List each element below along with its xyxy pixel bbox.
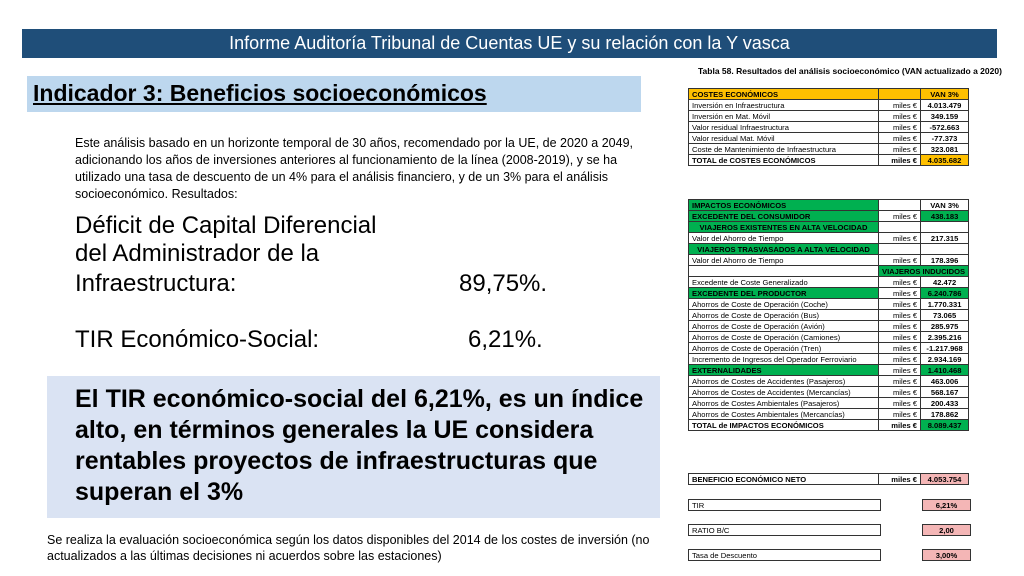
- table-row: [689, 277, 969, 288]
- row-label: Valor del Ahorro de Tiempo: [689, 255, 879, 266]
- table-row: [689, 100, 969, 111]
- externalidades-label: EXTERNALIDADES: [689, 365, 879, 376]
- row-label: Ahorros de Costes de Accidentes (Pasajeros): [689, 376, 879, 387]
- row-unit: miles €: [879, 398, 921, 409]
- tasa-row: [689, 550, 971, 561]
- table-row: [689, 111, 969, 122]
- table-row: [689, 376, 969, 387]
- row-unit: miles €: [879, 100, 921, 111]
- row-value: 178.396: [921, 255, 969, 266]
- ratio-value: 2,00: [923, 525, 971, 536]
- impacts-table: [688, 199, 969, 431]
- table-row: [689, 332, 969, 343]
- table-row: [689, 122, 969, 133]
- deficit-label-line1: Déficit de Capital Diferencial: [75, 212, 377, 239]
- row-label: Coste de Mantenimiento de Infraestructura: [689, 144, 879, 155]
- subheader-viajeros-existentes: VIAJEROS EXISTENTES EN ALTA VELOCIDAD: [689, 222, 879, 233]
- costs-header: COSTES ECONÓMICOS: [689, 89, 879, 100]
- impacts-total-label: TOTAL de IMPACTOS ECONÓMICOS: [689, 420, 879, 431]
- ratio-label: RATIO B/C: [689, 525, 881, 536]
- blank-cell: [881, 550, 923, 561]
- row-label: Valor residual Mat. Móvil: [689, 133, 879, 144]
- externalidades-unit: miles €: [879, 365, 921, 376]
- tir-value: 6,21%.: [468, 326, 543, 353]
- header-banner: Informe Auditoría Tribunal de Cuentas UE y su relación con la Y vasca: [22, 29, 997, 58]
- row-value: -1.217.968: [921, 343, 969, 354]
- excedente-productor-value: 6.240.786: [921, 288, 969, 299]
- excedente-consumidor-value: 438.183: [921, 211, 969, 222]
- row-label: Excedente de Coste Generalizado: [689, 277, 879, 288]
- tasa-label: Tasa de Descuento: [689, 550, 881, 561]
- impacts-header-col: VAN 3%: [921, 200, 969, 211]
- row-unit: miles €: [879, 310, 921, 321]
- blank-cell: [879, 222, 921, 233]
- table-row: [689, 255, 969, 266]
- costs-table: [688, 88, 969, 166]
- subheader-row: [689, 244, 969, 255]
- row-unit: miles €: [879, 409, 921, 420]
- table-row: [689, 321, 969, 332]
- impacts-header-row: [689, 200, 969, 211]
- costs-header-row: [689, 89, 969, 100]
- excedente-productor-row: [689, 288, 969, 299]
- tir-table: [688, 499, 971, 511]
- row-label: Ahorros de Costes de Accidentes (Mercancías): [689, 387, 879, 398]
- row-unit: miles €: [879, 321, 921, 332]
- row-unit: miles €: [879, 343, 921, 354]
- subheader-row: [689, 266, 969, 277]
- row-label: Ahorros de Coste de Operación (Tren): [689, 343, 879, 354]
- intro-paragraph: Este análisis basado en un horizonte temporal de 30 años, recomendado por la UE, de 2020 a 2049, adicionando los años de inversiones anteriores al funcionamiento de la línea (2008-2019), y se ha utilizado una tasa de descuento de un 4% para el análisis financiero, y de un 3% para el análisis socioeconómico. Resultados:: [75, 136, 634, 201]
- row-value: 2.934.169: [921, 354, 969, 365]
- excedente-productor-label: EXCEDENTE DEL PRODUCTOR: [689, 288, 879, 299]
- row-value: -572.663: [921, 122, 969, 133]
- footnote: Se realiza la evaluación socioeconómica según los datos disponibles del 2014 de los costes de inversión (no actualizados a las últimas decisiones ni acuerdos sobre las estaciones): [47, 533, 650, 563]
- subheader-viajeros-trasvasados: VIAJEROS TRASVASADOS A ALTA VELOCIDAD: [689, 244, 879, 255]
- subheader-viajeros-inducidos: VIAJEROS INDUCIDOS: [879, 266, 969, 277]
- row-unit: miles €: [879, 387, 921, 398]
- excedente-consumidor-row: [689, 211, 969, 222]
- row-unit: miles €: [879, 122, 921, 133]
- deficit-label-line2: del Administrador de la: [75, 240, 320, 267]
- table-row: [689, 144, 969, 155]
- row-value: 2.395.216: [921, 332, 969, 343]
- impacts-header-blank: [879, 200, 921, 211]
- table-row: [689, 354, 969, 365]
- row-unit: miles €: [879, 299, 921, 310]
- row-label: Inversión en Infraestructura: [689, 100, 879, 111]
- tir-table-label: TIR: [689, 500, 881, 511]
- table-row: [689, 387, 969, 398]
- ratio-table: [688, 524, 971, 536]
- row-unit: miles €: [879, 111, 921, 122]
- deficit-label-line3: Infraestructura:: [75, 270, 237, 297]
- costs-total-value: 4.035.682: [921, 155, 969, 166]
- row-unit: miles €: [879, 277, 921, 288]
- beneficio-value: 4.053.754: [921, 474, 969, 485]
- row-value: 349.159: [921, 111, 969, 122]
- table-row: [689, 343, 969, 354]
- row-label: Incremento de Ingresos del Operador Ferroviario: [689, 354, 879, 365]
- impacts-header: IMPACTOS ECONÓMICOS: [689, 200, 879, 211]
- row-unit: miles €: [879, 354, 921, 365]
- row-value: 4.013.479: [921, 100, 969, 111]
- table-row: [689, 398, 969, 409]
- row-value: 568.167: [921, 387, 969, 398]
- impacts-total-row: [689, 420, 969, 431]
- row-value: 42.472: [921, 277, 969, 288]
- blank-cell: [921, 244, 969, 255]
- row-value: 73.065: [921, 310, 969, 321]
- row-label: Ahorros de Costes Ambientales (Pasajeros): [689, 398, 879, 409]
- row-value: 178.862: [921, 409, 969, 420]
- table-row: [689, 299, 969, 310]
- row-value: 200.433: [921, 398, 969, 409]
- tir-table-value: 6,21%: [923, 500, 971, 511]
- costs-total-row: [689, 155, 969, 166]
- beneficio-row: [689, 474, 969, 485]
- row-unit: miles €: [879, 255, 921, 266]
- callout-box: [47, 376, 660, 518]
- row-value: 285.975: [921, 321, 969, 332]
- row-label: Ahorros de Coste de Operación (Avión): [689, 321, 879, 332]
- ratio-row: [689, 525, 971, 536]
- blank-cell: [881, 525, 923, 536]
- costs-total-unit: miles €: [879, 155, 921, 166]
- row-label: Ahorros de Costes Ambientales (Mercancías): [689, 409, 879, 420]
- subheader-row: [689, 222, 969, 233]
- tir-label: TIR Económico-Social:: [75, 326, 320, 353]
- row-label: Valor residual Infraestructura: [689, 122, 879, 133]
- row-value: 323.081: [921, 144, 969, 155]
- row-label: Ahorros de Coste de Operación (Coche): [689, 299, 879, 310]
- row-unit: miles €: [879, 332, 921, 343]
- row-label: Inversión en Mat. Móvil: [689, 111, 879, 122]
- row-unit: miles €: [879, 144, 921, 155]
- row-unit: miles €: [879, 376, 921, 387]
- deficit-value: 89,75%.: [459, 270, 548, 297]
- costs-header-blank: [879, 89, 921, 100]
- impacts-total-unit: miles €: [879, 420, 921, 431]
- beneficio-table: [688, 473, 969, 485]
- costs-total-label: TOTAL de COSTES ECONÓMICOS: [689, 155, 879, 166]
- excedente-consumidor-unit: miles €: [879, 211, 921, 222]
- table-row: [689, 233, 969, 244]
- row-label: Ahorros de Coste de Operación (Camiones): [689, 332, 879, 343]
- row-label: Valor del Ahorro de Tiempo: [689, 233, 879, 244]
- beneficio-unit: miles €: [879, 474, 921, 485]
- externalidades-row: [689, 365, 969, 376]
- table-row: [689, 409, 969, 420]
- table-row: [689, 310, 969, 321]
- indicator-title: Indicador 3: Beneficios socioeconómicos: [33, 80, 487, 106]
- blank-cell: [921, 222, 969, 233]
- indicator-title-box: [27, 76, 641, 112]
- blank-cell: [881, 500, 923, 511]
- beneficio-label: BENEFICIO ECONÓMICO NETO: [689, 474, 879, 485]
- excedente-consumidor-label: EXCEDENTE DEL CONSUMIDOR: [689, 211, 879, 222]
- externalidades-value: 1.410.468: [921, 365, 969, 376]
- row-unit: miles €: [879, 233, 921, 244]
- excedente-productor-unit: miles €: [879, 288, 921, 299]
- row-label: Ahorros de Coste de Operación (Bus): [689, 310, 879, 321]
- row-value: -77.373: [921, 133, 969, 144]
- table-caption: Tabla 58. Resultados del análisis socioeconómico (VAN actualizado a 2020): [698, 66, 1002, 76]
- tasa-table: [688, 549, 971, 561]
- row-unit: miles €: [879, 133, 921, 144]
- blank-cell: [689, 266, 879, 277]
- table-row: [689, 133, 969, 144]
- blank-cell: [879, 244, 921, 255]
- tir-row: [689, 500, 971, 511]
- row-value: 217.315: [921, 233, 969, 244]
- row-value: 1.770.331: [921, 299, 969, 310]
- callout-text: El TIR económico-social del 6,21%, es un índice alto, en términos generales la UE considera rentables proyectos de infraestructuras que superan el 3%: [75, 385, 644, 506]
- row-value: 463.006: [921, 376, 969, 387]
- tasa-value: 3,00%: [923, 550, 971, 561]
- impacts-total-value: 8.089.437: [921, 420, 969, 431]
- costs-header-col: VAN 3%: [921, 89, 969, 100]
